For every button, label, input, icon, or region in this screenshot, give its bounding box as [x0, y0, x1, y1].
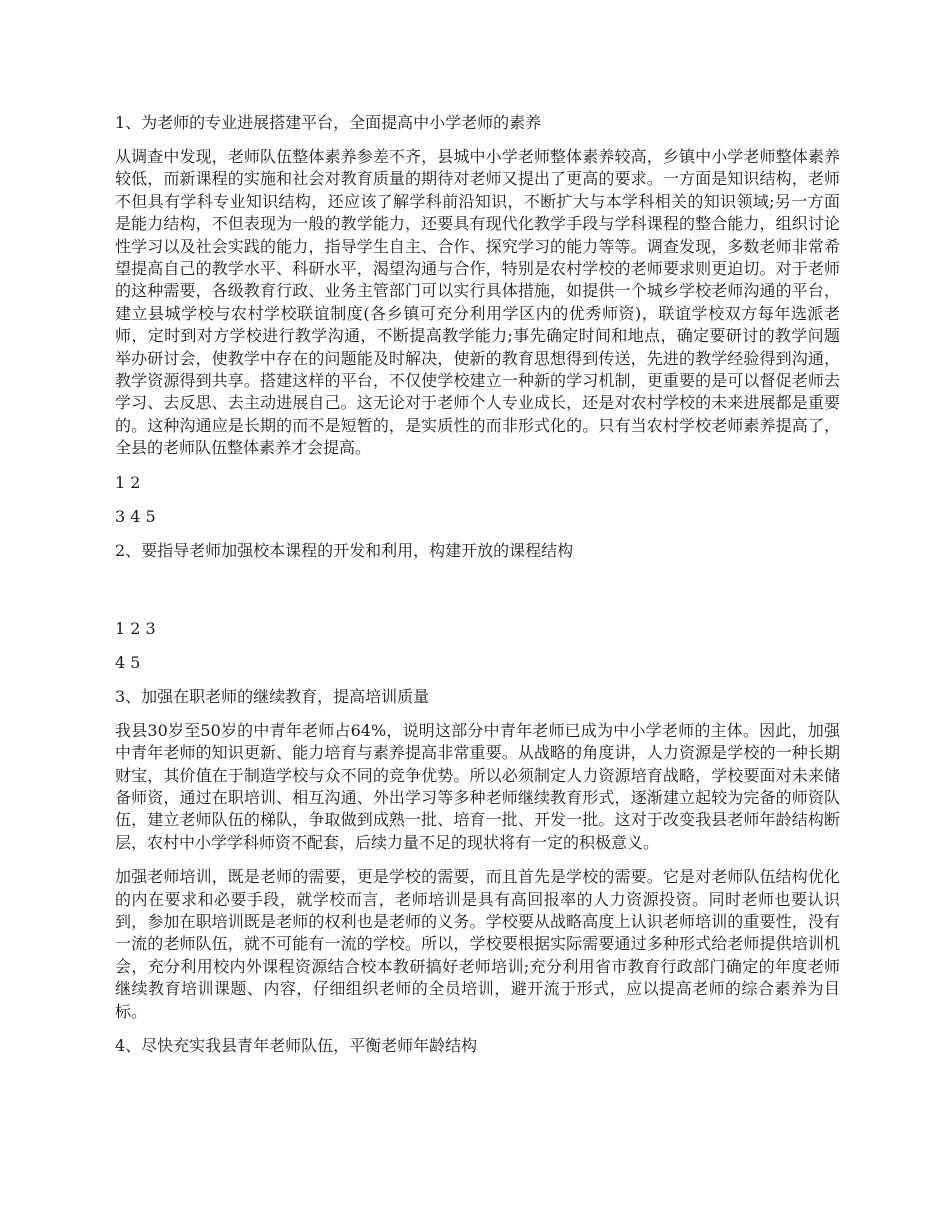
page-numbers-line-1: 1 2 — [115, 472, 141, 492]
section-4-heading: 4、尽快充实我县青年老师队伍，平衡老师年龄结构 — [115, 1035, 478, 1055]
page-numbers-line-4: 4 5 — [115, 652, 141, 672]
section-3-paragraph-2: 加强老师培训，既是老师的需要，更是学校的需要，而且首先是学校的需要。它是对老师队伍结构优化的内在要求和必要手段，就学校而言，老师培训是具有高回报率的人力资源投资。同时老师也要认识到，参加在职培训既是老师的权利也是老师的义务。学校要从战略高度上认识老师培训的重要性，没有一流的老师队伍，就不可能有一流的学校。所以，学校要根据实际需要通过多种形式给老师提供培训机会，充分利用校内外课程资源结合校本教研搞好老师培训;充分利用省市教育行政部门确定的年度老师继续教育培训课题、内容，仔细组织老师的全员培训，避开流于形式，应以提高老师的综合素养为目标。 — [115, 867, 840, 1021]
section-1-paragraph: 从调查中发现，老师队伍整体素养参差不齐，县城中小学老师整体素养较高，乡镇中小学老师整体素养较低，而新课程的实施和社会对教育质量的期待对老师又提出了更高的要求。一方面是知识结构，老师不但具有学科专业知识结构，还应该了解学科前沿知识，不断扩大与本学科相关的知识领域;另一方面是能力结构，不但表现为一般的教学能力，还要具有现代化教学手段与学科课程的整合能力，组织讨论性学习以及社会实践的能力，指导学生自主、合作、探究学习的能力等等。调查发现，多数老师非常希望提高自己的教学水平、科研水平，渴望沟通与合作，特别是农村学校的老师要求则更迫切。对于老师的这种需要，各级教育行政、业务主管部门可以实行具体措施，如提供一个城乡学校老师沟通的平台，建立县城学校与农村学校联谊制度(各乡镇可充分利用学区内的优秀师资)，联谊学校双方每年选派老师，定时到对方学校进行教学沟通，不断提高教学能力;事先确定时间和地点，确定要研讨的教学问题举办研讨会，使教学中存在的问题能及时解决，使新的教育思想得到传送，先进的教学经验得到沟通，教学资源得到共享。搭建这样的平台，不仅使学校建立一种新的学习机制，更重要的是可以督促老师去学习、去反思、去主动进展自己。这无论对于老师个人专业成长，还是对农村学校的未来进展都是重要的。这种沟通应是长期的而不是短暂的，是实质性的而非形式化的。只有当农村学校老师素养提高了，全县的老师队伍整体素养才会提高。 — [115, 147, 840, 458]
page-numbers-line-3: 1 2 3 — [115, 618, 156, 638]
section-3-heading: 3、加强在职老师的继续教育，提高培训质量 — [115, 686, 430, 706]
page-numbers-line-2: 3 4 5 — [115, 506, 156, 526]
section-2-heading: 2、要指导老师加强校本课程的开发和利用，构建开放的课程结构 — [115, 540, 574, 560]
blank-space — [115, 574, 840, 618]
document-page — [115, 112, 840, 1069]
section-3-paragraph-1: 我县30岁至50岁的中青年老师占64%，说明这部分中青年老师已成为中小学老师的主体。因此，加强中青年老师的知识更新、能力培育与素养提高非常重要。从战略的角度讲，人力资源是学校的一种长期财宝，其价值在于制造学校与众不同的竞争优势。所以必须制定人力资源培育战略，学校要面对未来储备师资，通过在职培训、相互沟通、外出学习等多种老师继续教育形式，逐渐建立起较为完备的师资队伍，建立老师队伍的梯队，争取做到成熟一批、培育一批、开发一批。这对于改变我县老师年龄结构断层，农村中小学学科师资不配套，后续力量不足的现状将有一定的积极意义。 — [115, 720, 840, 852]
section-1-heading: 1、为老师的专业进展搭建平台，全面提高中小学老师的素养 — [115, 113, 542, 132]
